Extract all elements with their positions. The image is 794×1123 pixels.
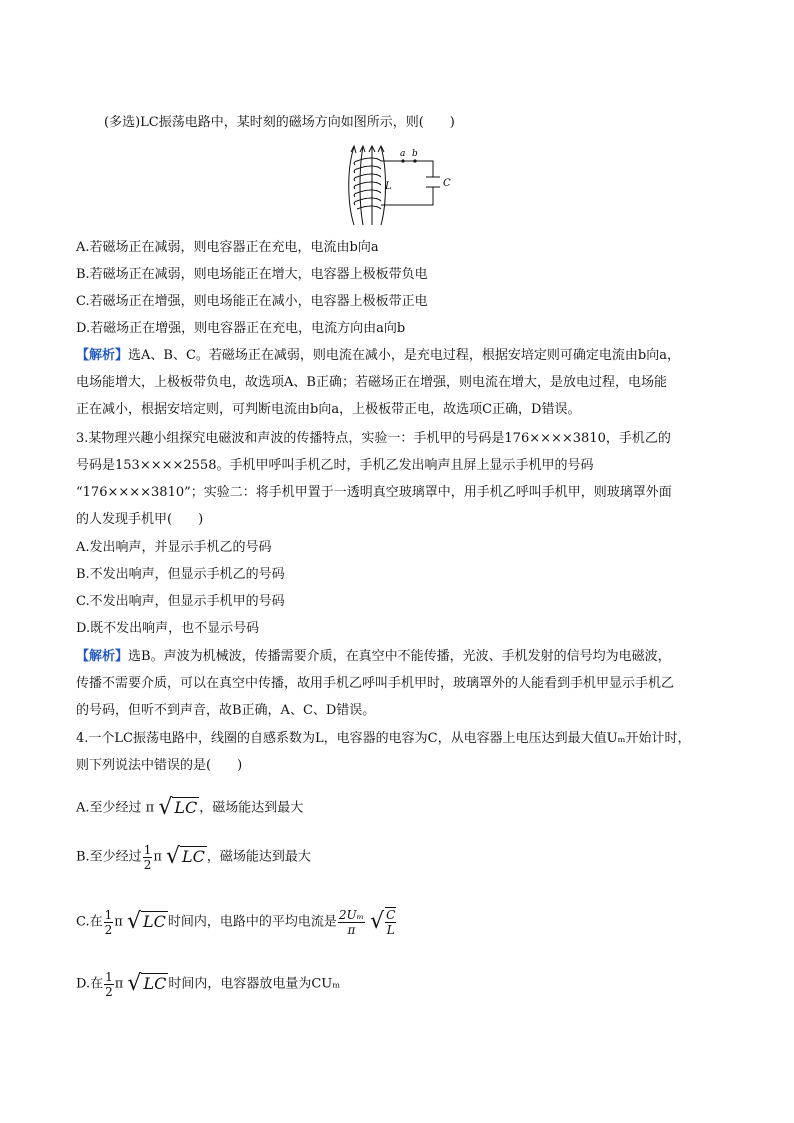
q3-stem-line-1: 3.某物理兴趣小组探究电磁波和声波的传播特点，实验一：手机甲的号码是176××××3810，手机乙的: [76, 431, 671, 446]
opt-b-prefix: B.至少经过: [76, 849, 142, 865]
q4-option-a: [76, 794, 303, 823]
radicand-lc: LC: [174, 798, 198, 817]
frac-num: 1: [104, 907, 113, 922]
opt-a-suffix: ，磁场能达到最大: [199, 800, 304, 816]
fraction-c-over-l: [385, 907, 396, 937]
q3-stem-line-2: 号码是153××××2558。手机甲呼叫手机乙时，手机乙发出响声且屏上显示手机甲的号码: [76, 458, 594, 473]
radicand-lc: LC: [142, 912, 166, 931]
fraction-half: [143, 843, 153, 872]
radicand-lc: LC: [182, 847, 205, 866]
q3-option-b: B.不发出响声，但显示手机乙的号码: [76, 567, 285, 582]
q4-option-c: [76, 902, 397, 943]
radicand-lc: LC: [143, 974, 167, 993]
opt-d-suffix: 时间内，电容器放电量为CUₘ: [168, 976, 341, 992]
fraction-half: [104, 908, 114, 937]
frac-den: 2: [105, 984, 113, 999]
opt-b-suffix: ，磁场能达到最大: [206, 849, 311, 865]
q3-option-c: C.不发出响声，但显示手机甲的号码: [76, 594, 285, 609]
q4-option-d: [76, 966, 340, 1003]
sqrt-sign: √: [158, 795, 173, 820]
frac-num: 1: [143, 842, 152, 857]
q2-option-a: A.若磁场正在减弱，则电容器正在充电，电流由b向a: [76, 240, 379, 255]
sqrt-sign: √: [166, 844, 181, 869]
q2-option-b: B.若磁场正在减弱，则电场能正在增大，电容器上极板带负电: [76, 267, 428, 282]
sqrt-sign: √: [127, 971, 142, 996]
label-a: a: [400, 149, 406, 159]
frac-den: L: [386, 923, 395, 937]
q2-analysis-line-3: 正在减小，根据安培定则，可判断电流由b向a，上极板带正电，故选项C正确，D错误。: [76, 402, 581, 417]
lc-circuit-figure: [345, 143, 455, 228]
label-L: L: [385, 181, 392, 192]
q2-option-c: C.若磁场正在增强，则电场能正在减小，电容器上极板带正电: [76, 294, 428, 309]
sqrt-sign: √: [126, 909, 141, 934]
point-b-dot: [413, 159, 416, 162]
pi-symbol: π: [145, 800, 155, 816]
q4-stem-line-1: 4.一个LC振荡电路中，线圈的自感系数为L，电容器的电容为C，从电容器上电压达到最大值Uₘ开始计时，: [76, 731, 691, 746]
q3-option-d: D.既不发出响声，也不显示号码: [76, 621, 260, 636]
q2-stem: (多选)LC振荡电路中，某时刻的磁场方向如图所示，则( ): [104, 115, 455, 130]
pi-symbol: π: [153, 849, 162, 865]
pi-symbol: π: [114, 914, 123, 930]
opt-c-middle: 时间内，电路中的平均电流是: [167, 914, 337, 930]
frac-num: 1: [105, 969, 113, 984]
analysis-tag: 【解析】: [76, 649, 129, 664]
q3-stem-line-4: 的人发现手机甲( ): [76, 512, 204, 527]
opt-a-prefix: A.至少经过: [76, 800, 142, 816]
q3-analysis-line-1: [76, 647, 671, 667]
point-a-dot: [401, 159, 404, 162]
analysis-tag: 【解析】: [76, 348, 129, 363]
analysis-text: 选A、B、C。若磁场正在减弱，则电流在减小，是充电过程，根据安培定则可确定电流由b向a，: [128, 348, 680, 363]
q4-stem-line-2: 则下列说法中错误的是( ): [76, 758, 243, 773]
frac-den: 2: [104, 922, 113, 937]
q2-analysis-line-1: [76, 346, 680, 366]
q3-analysis-line-3: 的号码，但听不到声音，故B正确，A、C、D错误。: [76, 703, 376, 718]
pi-symbol: π: [114, 976, 124, 992]
label-b: b: [412, 149, 418, 159]
q2-analysis-line-2: 电场能增大，上极板带负电，故选项A、B正确；若磁场正在增强，则电流在增大，是放电过程，电场能: [76, 375, 667, 390]
analysis-text: 选B。声波为机械波，传播需要介质，在真空中不能传播，光波、手机发射的信号均为电磁波，: [128, 649, 671, 664]
fraction-half: [104, 970, 114, 999]
opt-c-prefix: C.在: [76, 914, 103, 930]
label-C: C: [443, 178, 451, 189]
opt-d-prefix: D.在: [76, 976, 104, 992]
q3-analysis-line-2: 传播不需要介质，可以在真空中传播，故用手机乙呼叫手机甲时，玻璃罩外的人能看到手机甲显示手机乙: [76, 676, 675, 691]
q3-stem-line-3: “176××××3810”；实验二：将手机甲置于一透明真空玻璃罩中，用手机乙呼叫手机甲，则玻璃罩外面: [76, 485, 672, 500]
frac-num: C: [386, 908, 396, 922]
frac-den: π: [347, 922, 356, 937]
q2-option-d: D.若磁场正在增强，则电容器正在充电，电流方向由a向b: [76, 321, 406, 336]
q4-option-b: [76, 840, 311, 875]
frac-den: 2: [143, 857, 152, 872]
q3-option-a: A.发出响声，并显示手机乙的号码: [76, 540, 272, 555]
frac-num: 2Uₘ: [338, 907, 364, 922]
sqrt-sign: √: [370, 909, 385, 934]
fraction-current: [338, 908, 365, 937]
